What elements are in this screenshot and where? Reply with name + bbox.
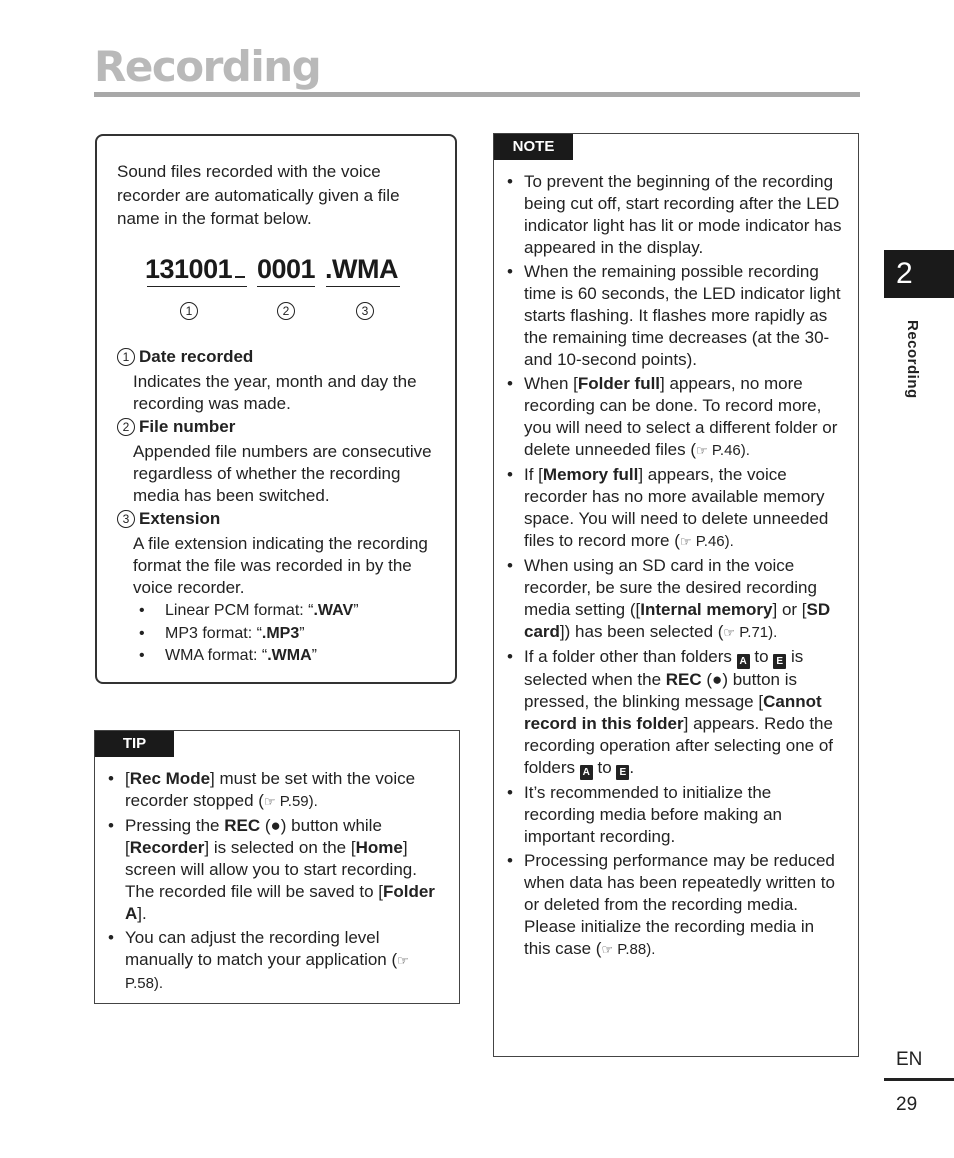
folder-a-icon: A	[580, 765, 593, 780]
format-item-mp3: • MP3 format: “.MP3”	[133, 623, 359, 646]
title-underline	[94, 92, 860, 97]
format-separator	[235, 276, 245, 278]
note-item-6: • If a folder other than folders A to E is selected when the REC (●) button is pressed, the blinking message [Cannot record in this folder] appears. Redo the recording operation after selecting one of folders A to E .	[507, 646, 843, 780]
note-item-4: • If [Memory full] appears, the voice recorder has no more available memory space. You will need to delete unneeded files to record more (☞ P.46).	[507, 464, 843, 553]
item-extension-body: A file extension indicating the recording format the file was recorded in by the voice recorder.	[133, 534, 428, 597]
marker-3: 3	[356, 302, 374, 320]
chapter-label: Recording	[904, 320, 921, 399]
reference-hand-icon: ☞	[397, 953, 409, 968]
marker-1: 1	[180, 302, 198, 320]
extension-underline	[326, 286, 400, 287]
format-item-wav: • Linear PCM format: “.WAV”	[133, 600, 359, 623]
item-extension-heading	[117, 509, 220, 529]
note-item-3: • When [Folder full] appears, no more recording can be done. To record more, you will need to select a different folder or delete unneeded files (☞ P.46).	[507, 373, 843, 462]
language-label: EN	[896, 1049, 923, 1070]
item-number-body: Appended file numbers are consecutive regardless of whether the recording media has been switched.	[133, 442, 432, 505]
note-item-8: • Processing performance may be reduced when data has been repeatedly written to or deleted from the recording media. Please initialize the recording media in this case (☞ P.88).	[507, 850, 843, 961]
item-extension-marker: 3	[117, 510, 135, 528]
note-item-1: • To prevent the beginning of the recording being cut off, start recording after the LED indicator light has lit or mode indicator has appeared in the display.	[507, 171, 843, 259]
reference-hand-icon: ☞	[679, 534, 692, 549]
tip-item-level: • You can adjust the recording level manually to match your application (☞ P.58).	[108, 927, 438, 995]
format-date-part: 131001	[145, 254, 233, 284]
tip-item-rec-mode: • [Rec Mode] must be set with the voice recorder stopped (☞ P.59).	[108, 768, 438, 813]
reference-hand-icon: ☞	[263, 794, 276, 809]
reference-hand-icon: ☞	[601, 942, 614, 957]
format-item-wma: • WMA format: “.WMA”	[133, 645, 359, 668]
note-item-2: • When the remaining possible recording time is 60 seconds, the LED indicator light starts flashing. It flashes more rapidly as the remaining time decreases (at the 30- and 10-second points).	[507, 261, 843, 371]
item-number-title: File number	[139, 417, 236, 436]
format-number-part: 0001	[257, 254, 316, 284]
item-date-body: Indicates the year, month and day the recording was made.	[133, 372, 417, 413]
number-underline	[257, 286, 315, 287]
folder-a-icon: A	[737, 654, 750, 669]
item-extension-title: Extension	[139, 509, 221, 528]
chapter-tab: 2	[884, 250, 954, 298]
filename-intro: Sound files recorded with the voice recorder are automatically given a file name in the format below.	[117, 162, 400, 228]
date-underline	[147, 286, 247, 287]
format-list	[133, 600, 359, 668]
format-extension-part: .WMA	[325, 254, 398, 284]
item-date-marker: 1	[117, 348, 135, 366]
item-date-title: Date recorded	[139, 347, 254, 366]
tip-item-rec-button: • Pressing the REC (●) button while [Recorder] is selected on the [Home] screen will allow you to start recording. The recorded file will be saved to [Folder A].	[108, 815, 438, 925]
note-box	[493, 133, 859, 1057]
note-item-5: • When using an SD card in the voice recorder, be sure the desired recording media setting ([Internal memory] or [SD card]) has been selected (☞ P.71).	[507, 555, 843, 644]
item-date-heading	[117, 347, 253, 367]
reference-hand-icon: ☞	[696, 443, 708, 458]
page-title: Recording	[94, 42, 321, 91]
note-item-7: • It’s recommended to initialize the recording media before making an important recording.	[507, 782, 843, 848]
reference-hand-icon: ☞	[723, 625, 736, 640]
footer-rule	[884, 1078, 954, 1081]
page-number: 29	[896, 1094, 918, 1115]
folder-e-icon: E	[616, 765, 629, 780]
item-number-heading	[117, 417, 235, 437]
item-number-marker: 2	[117, 418, 135, 436]
tip-label: TIP	[95, 731, 174, 757]
note-label: NOTE	[494, 134, 573, 160]
filename-format-box	[95, 134, 457, 684]
tip-box	[94, 730, 460, 1004]
marker-2: 2	[277, 302, 295, 320]
folder-e-icon: E	[773, 654, 786, 669]
tip-list	[108, 768, 438, 997]
note-list	[507, 171, 843, 963]
